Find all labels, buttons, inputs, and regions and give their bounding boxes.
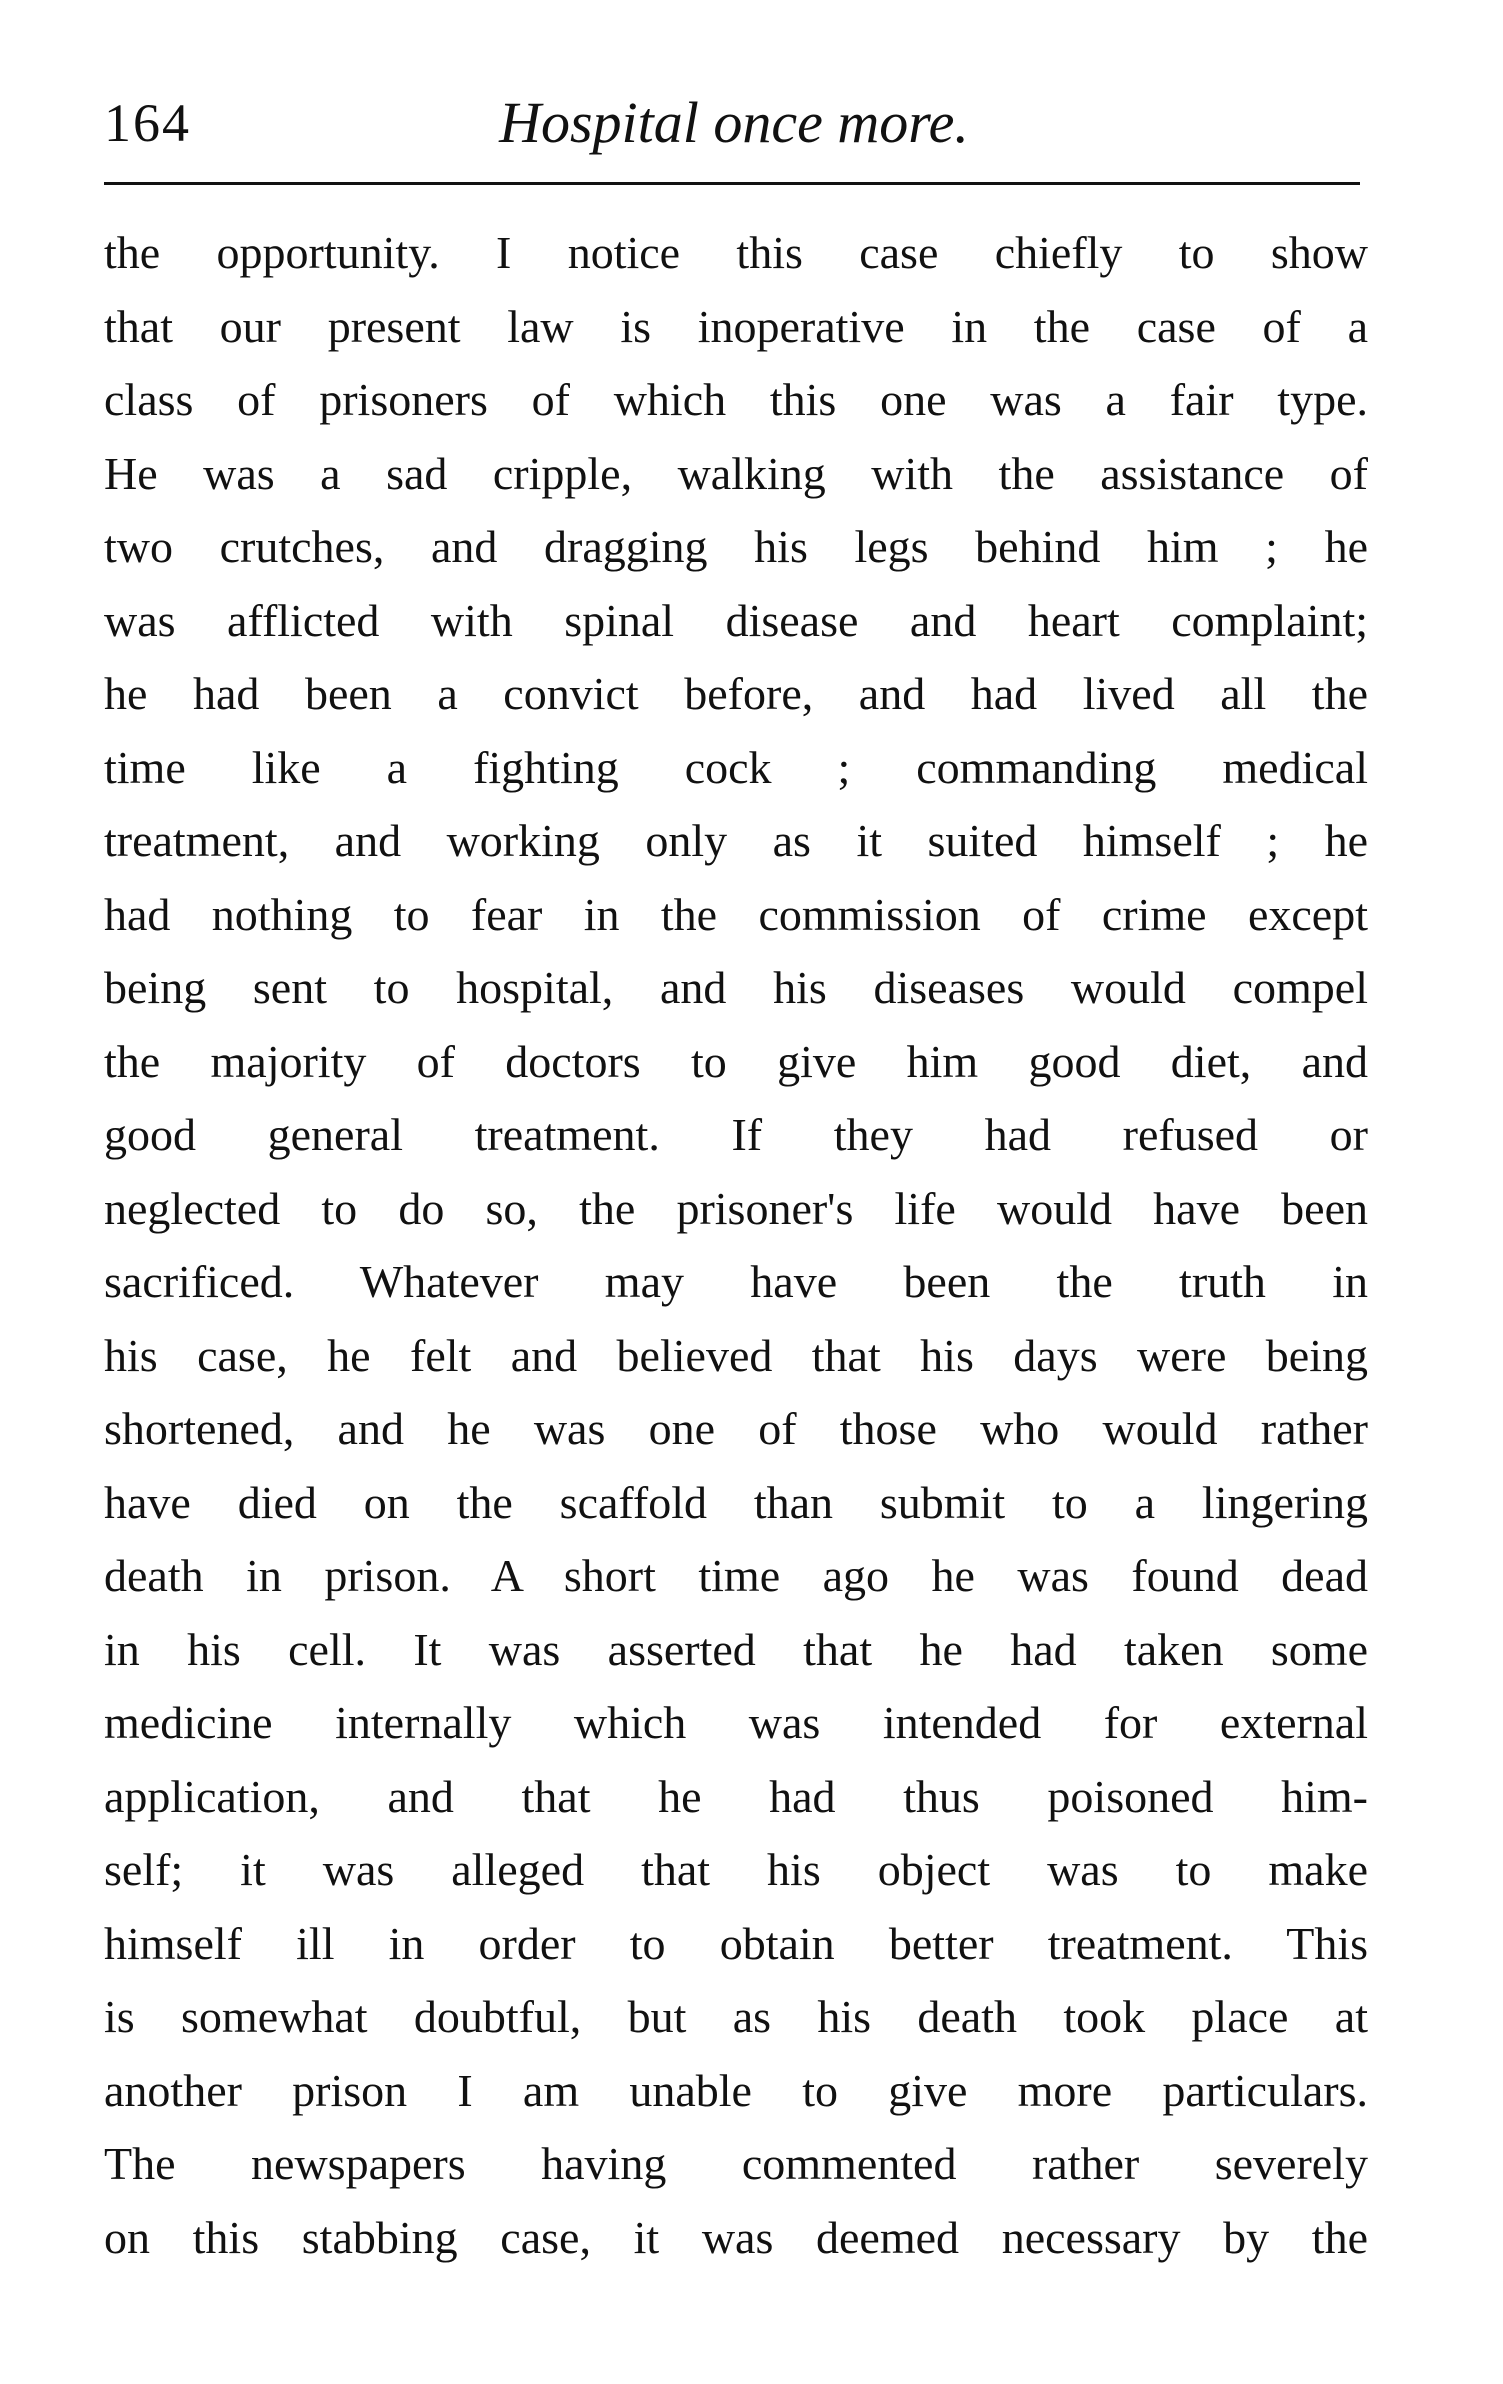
running-title: Hospital once more. (499, 90, 969, 155)
text-line: death in prison. A short time ago he was found dead (104, 1550, 1368, 1601)
text-line: that our present law is inoperative in the case of a (104, 300, 1368, 352)
text-line: medicine internally which was intended for external (104, 1697, 1368, 1748)
text-line: he had been a convict before, and had lived all the (104, 668, 1368, 719)
text-line: neglected to do so, the prisoner's life would have been (104, 1182, 1368, 1234)
text-line: the opportunity. I notice this case chiefly to show (104, 227, 1368, 278)
text-line: another prison I am unable to give more particulars. (104, 2064, 1368, 2116)
header-rule (104, 182, 1360, 185)
text-line: was afflicted with spinal disease and heart complaint; (104, 594, 1368, 646)
text-line: treatment, and working only as it suited himself ; he (104, 815, 1368, 866)
text-line: He was a sad cripple, walking with the assistance of (104, 447, 1368, 499)
text-line: his case, he felt and believed that his days were being (104, 1329, 1368, 1381)
text-line: is somewhat doubtful, but as his death took place at (104, 1991, 1368, 2042)
text-line: two crutches, and dragging his legs behind him ; he (104, 521, 1368, 572)
text-line: on this stabbing case, it was deemed necessary by the (104, 2211, 1368, 2263)
text-line: being sent to hospital, and his diseases would compel (104, 962, 1368, 1013)
text-line: self; it was alleged that his object was to make (104, 1844, 1368, 1895)
text-line: time like a fighting cock ; commanding medical (104, 741, 1368, 793)
running-head (104, 78, 1364, 168)
page-number: 164 (104, 93, 191, 153)
text-line: class of prisoners of which this one was a fair type. (104, 374, 1368, 425)
text-line: application, and that he had thus poisoned him- (104, 1770, 1368, 1822)
text-line: the majority of doctors to give him good diet, and (104, 1035, 1368, 1087)
body-text (104, 216, 1368, 2274)
text-line: sacrificed. Whatever may have been the truth in (104, 1256, 1368, 1307)
text-line: The newspapers having commented rather severely (104, 2138, 1368, 2189)
text-line: shortened, and he was one of those who would rather (104, 1403, 1368, 1454)
text-line: have died on the scaffold than submit to a lingering (104, 1476, 1368, 1528)
text-line: himself ill in order to obtain better treatment. This (104, 1917, 1368, 1969)
text-line: had nothing to fear in the commission of crime except (104, 888, 1368, 940)
text-line: in his cell. It was asserted that he had taken some (104, 1623, 1368, 1675)
text-line: good general treatment. If they had refused or (104, 1109, 1368, 1160)
